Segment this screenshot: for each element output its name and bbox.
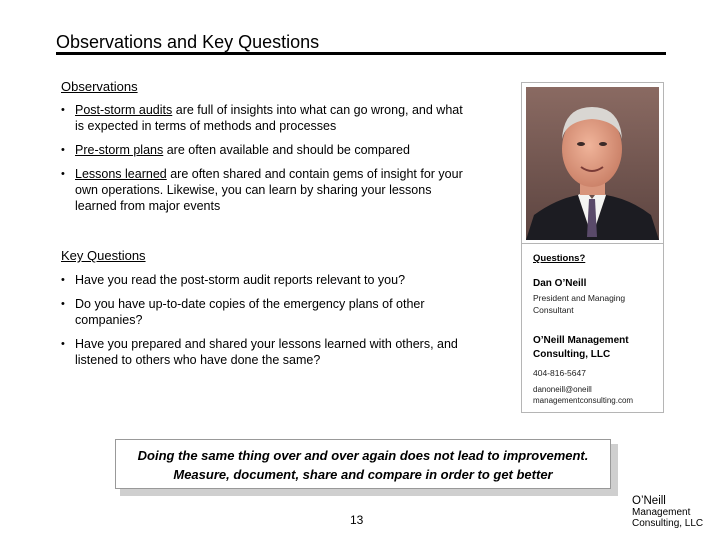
observation-item	[61, 142, 471, 158]
callout-line-1: Doing the same thing over and over again does not lead to improvement.	[137, 448, 589, 463]
question-item	[61, 296, 471, 328]
observation-text: are often available and should be compared	[163, 143, 410, 157]
contact-company: O’Neill Management Consulting, LLC	[533, 335, 629, 360]
logo-line-3: Consulting, LLC	[632, 518, 704, 529]
callout-line-2: Measure, document, share and compare in order to get better	[173, 467, 553, 482]
question-item	[61, 336, 471, 368]
question-text: Do you have up-to-date copies of the emergency plans of other companies?	[75, 297, 425, 327]
contact-email[interactable]: danoneill@oneill managementconsulting.com	[533, 385, 634, 405]
observation-link[interactable]: Pre-storm plans	[75, 143, 164, 157]
portrait-illustration	[526, 87, 659, 240]
portrait-photo	[526, 87, 659, 240]
bullet-icon: •	[61, 104, 65, 116]
observation-item	[61, 166, 471, 214]
contact-role: President and Managing Consultant	[533, 293, 626, 315]
key-questions-heading: Key Questions	[61, 248, 146, 263]
contact-phone: 404-816-5647	[533, 368, 586, 378]
portrait-frame	[521, 82, 664, 245]
bullet-icon: •	[61, 298, 65, 310]
question-item	[61, 272, 471, 288]
title-underline-rule	[56, 52, 666, 55]
bullet-icon: •	[61, 274, 65, 286]
observation-link[interactable]: Post-storm audits	[75, 103, 173, 117]
page-number: 13	[350, 513, 364, 527]
bullet-icon: •	[61, 338, 65, 350]
observation-item	[61, 102, 471, 134]
contact-name: Dan O’Neill	[533, 278, 587, 289]
key-questions-list	[61, 272, 471, 376]
logo-line-2: Management	[632, 507, 691, 518]
callout-box	[115, 439, 611, 489]
company-logo	[632, 496, 712, 529]
contact-card	[521, 243, 664, 413]
observation-link[interactable]: Lessons learned	[75, 167, 167, 181]
observations-heading: Observations	[61, 79, 138, 94]
observation-text: are often shared and contain gems of insight for your own operations. Likewise, you can learn by sharing your lessons learned from major events	[75, 167, 463, 213]
page-title: Observations and Key Questions	[56, 32, 320, 52]
contact-heading: Questions?	[533, 253, 586, 264]
observations-list	[61, 102, 471, 222]
observation-text: are full of insights into what can go wrong, and what is expected in terms of methods and processes	[75, 103, 463, 133]
question-text: Have you prepared and shared your lessons learned with others, and listened to others who have done the same?	[75, 337, 458, 367]
question-text: Have you read the post-storm audit reports relevant to you?	[75, 273, 406, 287]
logo-line-1: O’Neill	[632, 495, 666, 507]
bullet-icon: •	[61, 144, 65, 156]
bullet-icon: •	[61, 168, 65, 180]
